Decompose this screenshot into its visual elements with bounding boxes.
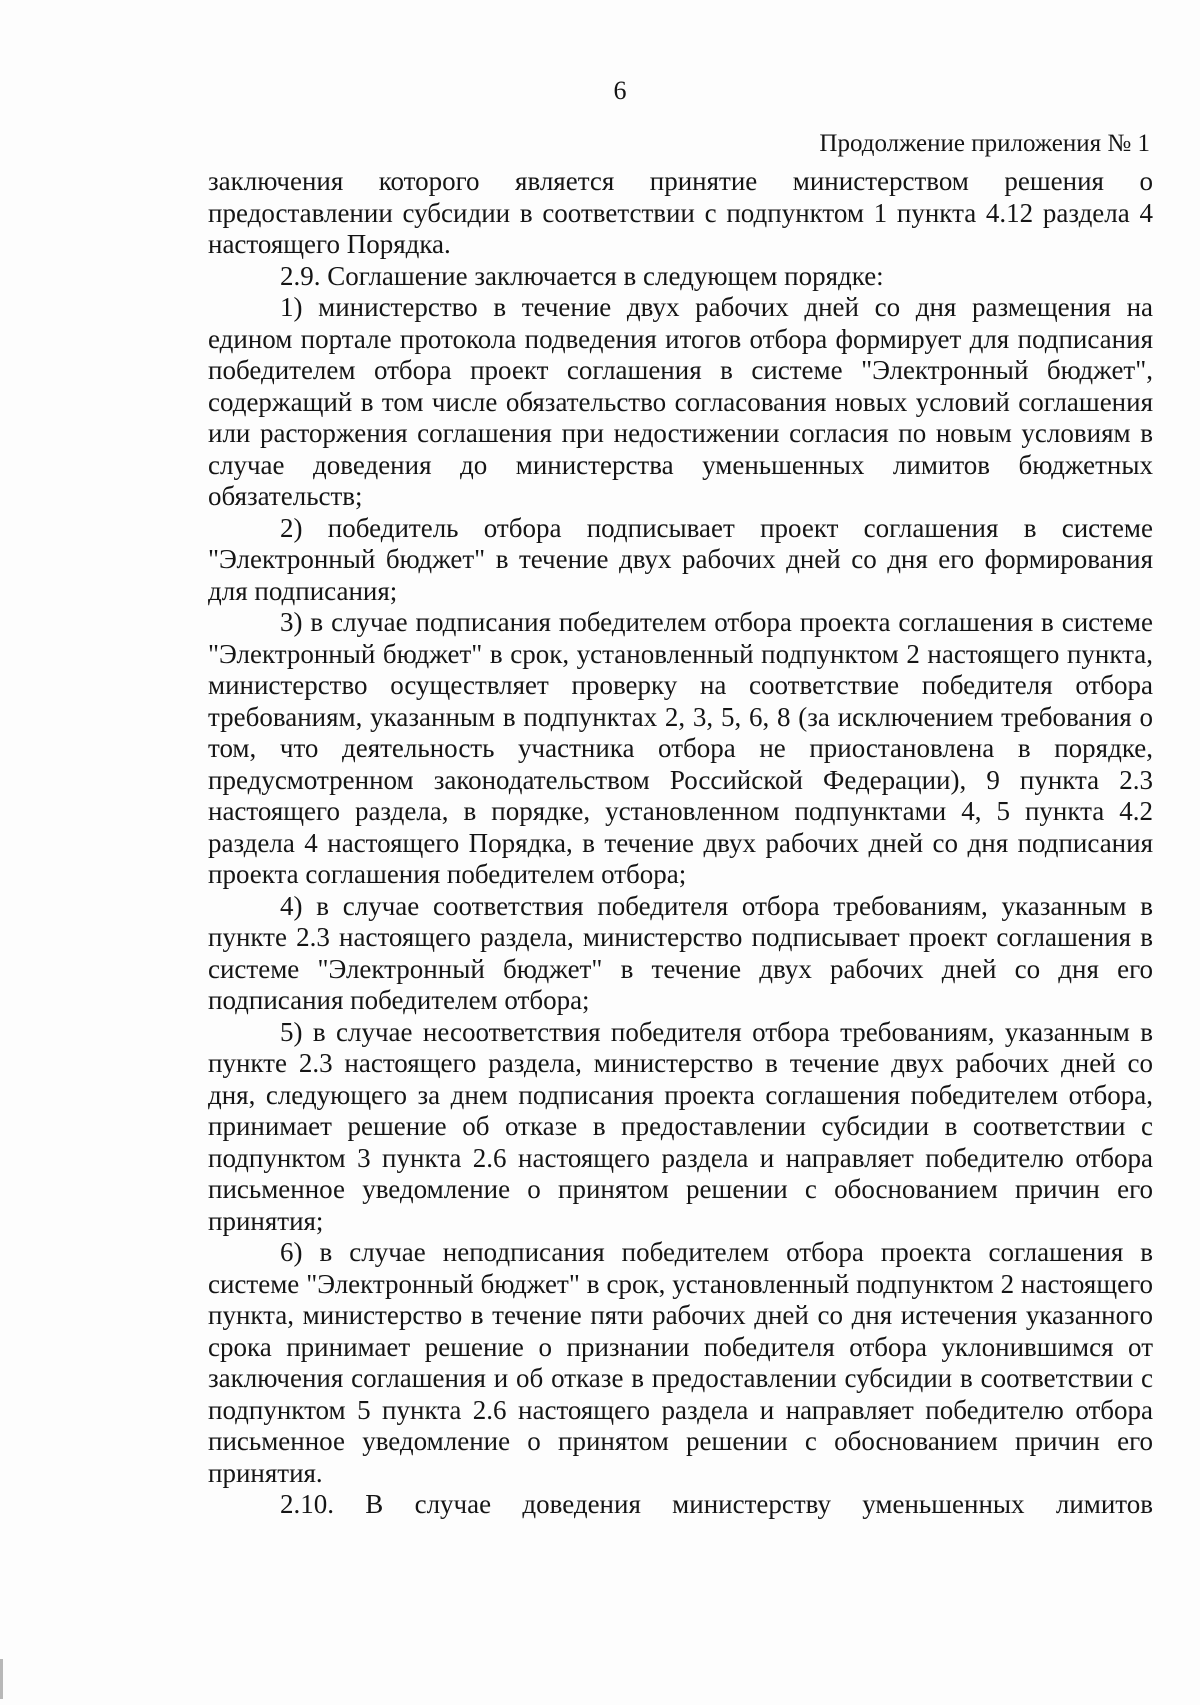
document-body — [208, 166, 1153, 1521]
paragraph-item-1: 1) министерство в течение двух рабочих дней со дня размещения на едином портале протокола подведения итогов отбора формирует для подписания победителем отбора проект соглашения в системе "Электронный бюджет", содержащий в том числе обязательство согласования новых условий соглашения или расторжения соглашения при недостижении согласия по новым условиям в случае доведения до министерства уменьшенных лимитов бюджетных обязательств; — [208, 292, 1153, 511]
paragraph-continuation: заключения которого является принятие министерством решения о предоставлении субсидии в соответствии с подпунктом 1 пункта 4.12 раздела 4 настоящего Порядка. — [208, 166, 1153, 259]
paragraph-item-4: 4) в случае соответствия победителя отбора требованиям, указанным в пункте 2.3 настоящего раздела, министерство подписывает проект соглашения в системе "Электронный бюджет" в течение двух рабочих дней со дня его подписания победителем отбора; — [208, 890, 1153, 1015]
scan-edge-mark — [0, 1659, 3, 1699]
appendix-continuation-note: Продолжение приложения № 1 — [819, 130, 1150, 157]
paragraph-item-6: 6) в случае неподписания победителем отбора проекта соглашения в системе "Электронный бюджет" в срок, установленный подпунктом 2 настоящего пункта, министерство в течение пяти рабочих дней со дня истечения указанного срока принимает решение о признании победителя отбора уклонившимся от заключения соглашения и об отказе в предоставлении субсидии в соответствии с подпунктом 5 пункта 2.6 настоящего раздела и направляет победителю отбора письменное уведомление о принятом решении с обоснованием причин его принятия. — [208, 1237, 1153, 1488]
paragraph-item-5: 5) в случае несоответствия победителя отбора требованиям, указанным в пункте 2.3 настоящего раздела, министерство в течение двух рабочих дней со дня, следующего за днем подписания проекта соглашения победителем отбора, принимает решение об отказе в предоставлении субсидии в соответствии с подпунктом 3 пункта 2.6 настоящего раздела и направляет победителю отбора письменное уведомление о принятом решении с обоснованием причин его принятия; — [208, 1016, 1153, 1236]
page-number: 6 — [613, 76, 627, 105]
paragraph-item-2: 2) победитель отбора подписывает проект соглашения в системе "Электронный бюджет" в течение двух рабочих дней со дня его формирования для подписания; — [208, 512, 1153, 606]
paragraph-2-10: 2.10. В случае доведения министерству уменьшенных лимитов — [280, 1489, 1153, 1519]
paragraph-2-9: 2.9. Соглашение заключается в следующем порядке: — [280, 260, 884, 291]
paragraph-item-3: 3) в случае подписания победителем отбора проекта соглашения в системе "Электронный бюджет" в срок, установленный подпунктом 2 настоящего пункта, министерство осуществляет проверку на соответствие победителя отбора требованиям, указанным в подпунктах 2, 3, 5, 6, 8 (за исключением требования о том, что деятельность участника отбора не приостановлена в порядке, предусмотренном законодательством Российской Федерации), 9 пункта 2.3 настоящего раздела, в порядке, установленном подпунктами 4, 5 пункта 4.2 раздела 4 настоящего Порядка, в течение двух рабочих дней со дня подписания проекта соглашения победителем отбора; — [208, 607, 1153, 889]
